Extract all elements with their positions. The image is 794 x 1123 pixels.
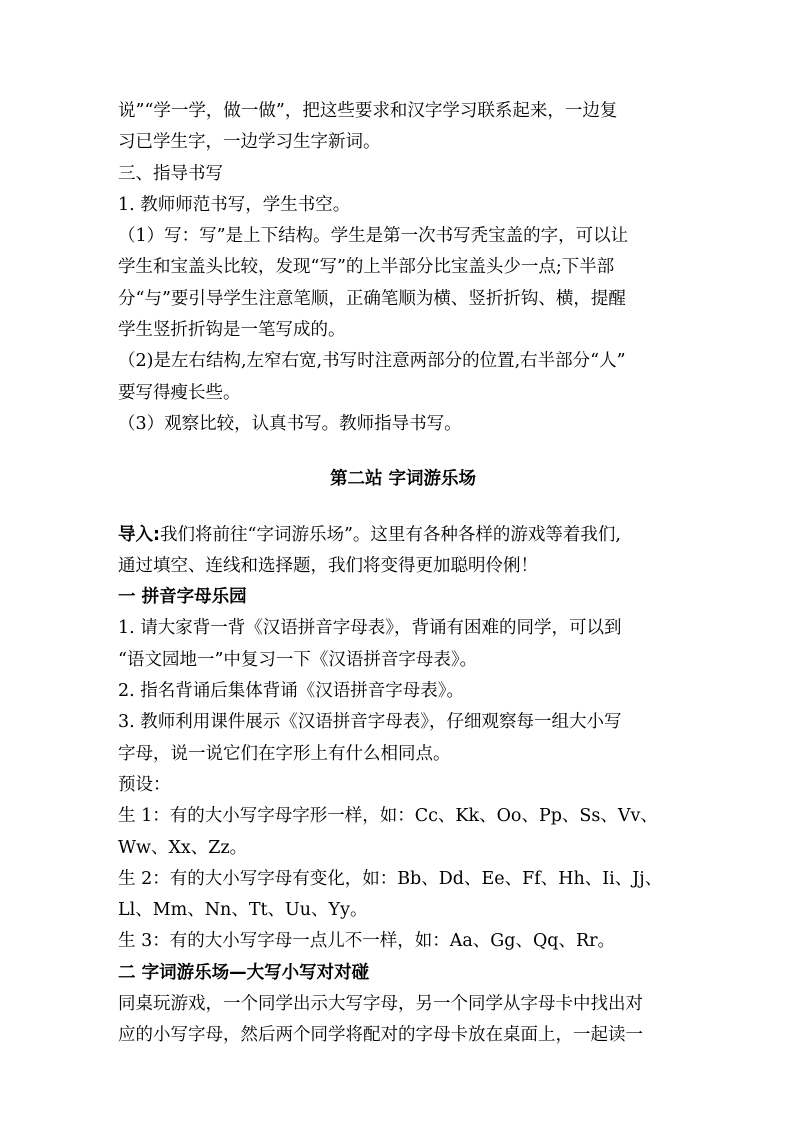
text-line: 说”“学一学，做一做”，把这些要求和汉字学习联系起来，一边复 [118, 101, 618, 121]
text-line: 字母，说一说它们在字形上有什么相同点。 [118, 743, 451, 764]
text-line: 通过填空、连线和选择题，我们将变得更加聪明伶俐！ [118, 555, 538, 576]
section-heading-guide-writing: 三、指导书写 [118, 163, 223, 184]
intro-paragraph [118, 520, 688, 551]
text-line: 1. 请大家背一背《汉语拼音字母表》，背诵有困难的同学，可以到 [118, 618, 622, 639]
text-line: 学生竖折折钩是一笔写成的。 [118, 320, 346, 341]
heading-case-matching: 二 字词游乐场—大写小写对对碰 [118, 962, 370, 983]
text-line: Ww、Xx、Zz。 [118, 837, 248, 858]
text-line: 要写得瘦长些。 [118, 382, 241, 403]
text-line: （3）观察比较，认真书写。教师指导书写。 [118, 413, 462, 434]
text-line: 2. 指名背诵后集体背诵《汉语拼音字母表》。 [118, 681, 465, 702]
station-title: 第二站 字词游乐场 [329, 469, 477, 490]
text-line: 1. 教师师范书写，学生书空。 [118, 194, 351, 215]
text-line: 3. 教师利用课件展示《汉语拼音字母表》，仔细观察每一组大小写 [118, 712, 622, 733]
intro-text: 我们将前往“字词游乐场”。这里有各种各样的游戏等着我们, [160, 524, 621, 545]
document-page [118, 96, 688, 1052]
text-line: 生 1：有的大小写字母字形一样，如：Cc、Kk、Oo、Pp、Ss、Vv、 [118, 806, 658, 827]
text-line: 习已学生字，一边学习生字新词。 [118, 132, 381, 153]
text-line: 同桌玩游戏，一个同学出示大写字母，另一个同学从字母卡中找出对 [118, 994, 643, 1015]
text-line: （2)是左右结构,左窄右宽,书写时注意两部分的位置,右半部分“人” [118, 351, 626, 372]
intro-label: 导入: [118, 524, 160, 545]
text-line: 生 2：有的大小写字母有变化，如：Bb、Dd、Ee、Ff、Hh、Ii、Jj、 [118, 868, 663, 889]
heading-pinyin-garden: 一 拼音字母乐园 [118, 587, 247, 608]
text-line: Ll、Mm、Nn、Tt、Uu、Yy。 [118, 900, 368, 921]
text-line: 应的小写字母，然后两个同学将配对的字母卡放在桌面上，一起读一 [118, 1025, 643, 1046]
text-line: （1）写：写”是上下结构。学生是第一次书写秃宝盖的字，可以让 [118, 226, 629, 247]
text-line: 生 3：有的大小写字母一点儿不一样，如：Aa、Gg、Qq、Rr。 [118, 931, 616, 952]
text-line: “语文园地一”中复习一下《汉语拼音字母表》。 [118, 649, 478, 670]
text-line: 预设： [118, 774, 171, 795]
text-line: 分“与”要引导学生注意笔顺，正确笔顺为横、竖折折钩、横，提醒 [118, 288, 626, 309]
text-line: 学生和宝盖头比较，发现“写”的上半部分比宝盖头少一点;下半部 [118, 257, 615, 278]
